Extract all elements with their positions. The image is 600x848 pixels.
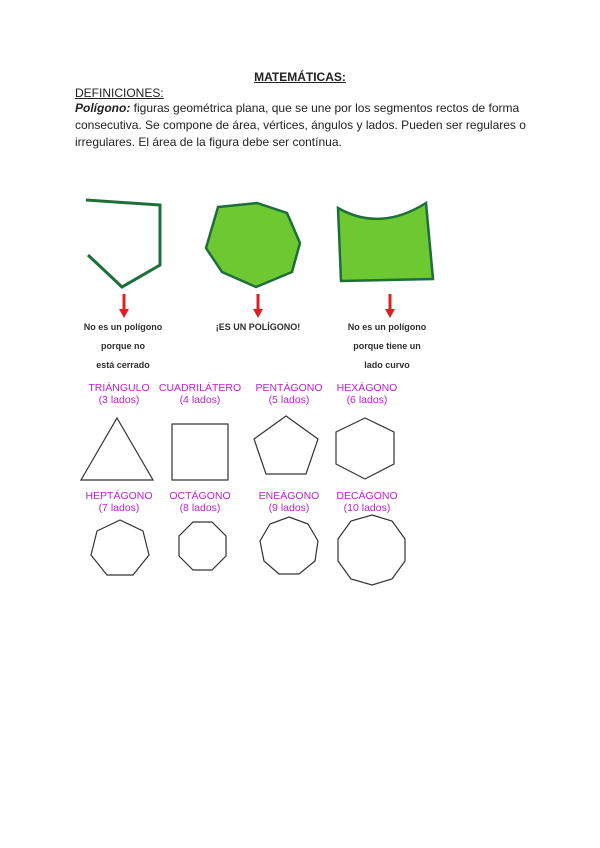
note-line: ¡ES UN POLÍGONO! [215,322,301,332]
polygon-sides: (6 lados) [346,394,388,406]
definitions-heading: DEFINICIONES: [75,86,164,100]
triangle-shape [81,418,153,480]
square-shape [172,424,228,480]
polygon-name: PENTÁGONO [255,382,323,394]
polygon-name: HEPTÁGONO [85,490,153,502]
polygon-name: ENEÁGONO [258,490,320,502]
polygon-sides: (7 lados) [98,502,140,514]
hexagon-shape [336,418,394,479]
definition-term: Polígono: [75,101,131,115]
example-note-open [68,318,178,375]
arrow-down-icon [119,294,129,318]
closed-polygon-example [206,203,300,287]
page-title: MATEMÁTICAS: [254,70,346,84]
polygon-sides: (4 lados) [179,394,221,406]
polygon-label [312,490,422,514]
definition-text: figuras geométrica plana, que se une por los segmentos rectos de forma consecutiva. Se compone de área, vértices, ángulos y lados. Pueden ser regulares o irregulares. El área de la figura debe ser contínua. [75,101,526,149]
note-line: No es un polígono [83,322,163,332]
note-line: porque tiene un [353,341,421,351]
example-note-polygon [196,318,320,337]
arrow-down-icon [385,294,395,318]
polygon-label [312,382,422,406]
polygon-sides: (10 lados) [343,502,391,514]
note-line: porque no [101,341,145,351]
open-shape-example [86,200,160,287]
decagon-shape [338,515,405,585]
pentagon-shape [254,416,318,474]
heptagon-shape [91,520,149,575]
note-line: lado curvo [364,360,410,370]
octagon-shape [179,522,226,570]
note-line: No es un polígono [347,322,427,332]
curved-side-shape-example [338,203,433,281]
note-line: está cerrado [96,360,150,370]
example-note-curved [332,318,442,375]
polygon-name: DECÁGONO [336,490,398,502]
polygon-name: HEXÁGONO [336,382,398,394]
polygon-sides: (8 lados) [179,502,221,514]
polygon-name: TRIÁNGULO [88,382,150,394]
polygon-sides: (3 lados) [98,394,140,406]
polygon-name: CUADRILÁTERO [158,382,242,394]
nonagon-shape [260,517,318,574]
arrow-down-icon [253,294,263,318]
polygon-sides: (9 lados) [268,502,310,514]
polygon-name: OCTÁGONO [169,490,231,502]
polygon-sides: (5 lados) [268,394,310,406]
